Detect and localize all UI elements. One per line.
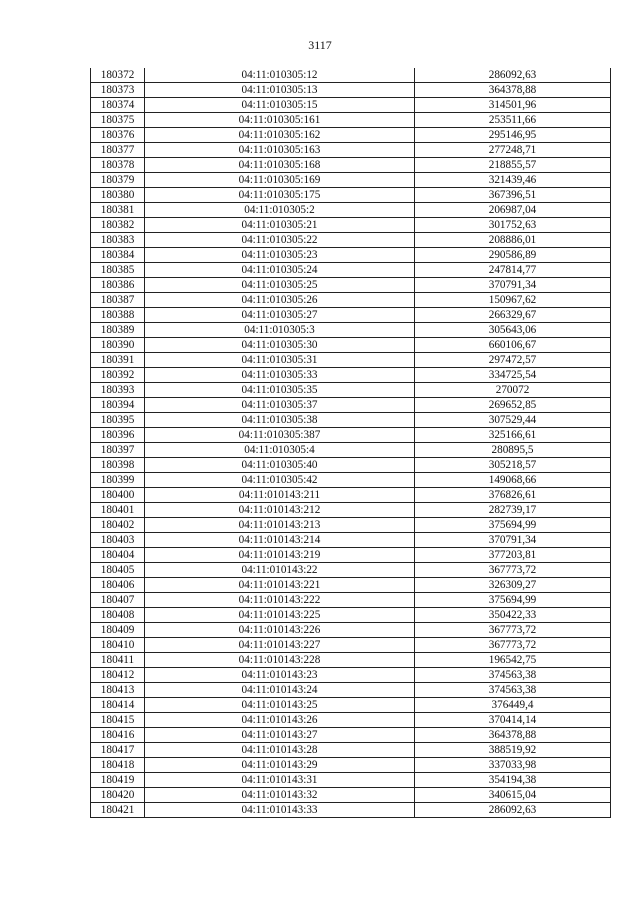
- cadastral-number-cell: 04:11:010143:228: [145, 653, 415, 668]
- cadastral-number-cell: 04:11:010305:38: [145, 413, 415, 428]
- row-number-cell: 180382: [91, 218, 145, 233]
- table-row: [91, 683, 611, 698]
- value-cell: 282739,17: [415, 503, 611, 518]
- cadastral-number-cell: 04:11:010305:23: [145, 248, 415, 263]
- value-cell: 290586,89: [415, 248, 611, 263]
- cadastral-number-cell: 04:11:010305:168: [145, 158, 415, 173]
- table-row: [91, 173, 611, 188]
- value-cell: 375694,99: [415, 593, 611, 608]
- cadastral-number-cell: 04:11:010305:21: [145, 218, 415, 233]
- value-cell: 269652,85: [415, 398, 611, 413]
- table-row: [91, 98, 611, 113]
- page-number: 3117: [308, 38, 332, 52]
- table-body: [91, 68, 611, 818]
- cadastral-number-cell: 04:11:010305:26: [145, 293, 415, 308]
- value-cell: 314501,96: [415, 98, 611, 113]
- table-row: [91, 698, 611, 713]
- row-number-cell: 180411: [91, 653, 145, 668]
- cadastral-number-cell: 04:11:010305:27: [145, 308, 415, 323]
- cadastral-number-cell: 04:11:010305:3: [145, 323, 415, 338]
- value-cell: 364378,88: [415, 728, 611, 743]
- cadastral-number-cell: 04:11:010143:227: [145, 638, 415, 653]
- row-number-cell: 180418: [91, 758, 145, 773]
- row-number-cell: 180413: [91, 683, 145, 698]
- row-number-cell: 180388: [91, 308, 145, 323]
- value-cell: 247814,77: [415, 263, 611, 278]
- value-cell: 270072: [415, 383, 611, 398]
- cadastral-number-cell: 04:11:010305:40: [145, 458, 415, 473]
- table-row: [91, 248, 611, 263]
- row-number-cell: 180386: [91, 278, 145, 293]
- cadastral-number-cell: 04:11:010305:15: [145, 98, 415, 113]
- value-cell: 388519,92: [415, 743, 611, 758]
- row-number-cell: 180406: [91, 578, 145, 593]
- cadastral-number-cell: 04:11:010305:35: [145, 383, 415, 398]
- table-row: [91, 308, 611, 323]
- value-cell: 354194,38: [415, 773, 611, 788]
- table-row: [91, 638, 611, 653]
- cadastral-number-cell: 04:11:010305:22: [145, 233, 415, 248]
- table-row: [91, 758, 611, 773]
- value-cell: 337033,98: [415, 758, 611, 773]
- value-cell: 325166,61: [415, 428, 611, 443]
- value-cell: 307529,44: [415, 413, 611, 428]
- row-number-cell: 180401: [91, 503, 145, 518]
- row-number-cell: 180383: [91, 233, 145, 248]
- cadastral-value-table: [90, 68, 611, 818]
- row-number-cell: 180394: [91, 398, 145, 413]
- value-cell: 277248,71: [415, 143, 611, 158]
- value-cell: 149068,66: [415, 473, 611, 488]
- row-number-cell: 180373: [91, 83, 145, 98]
- cadastral-number-cell: 04:11:010143:212: [145, 503, 415, 518]
- cadastral-number-cell: 04:11:010143:31: [145, 773, 415, 788]
- table-row: [91, 578, 611, 593]
- value-cell: 297472,57: [415, 353, 611, 368]
- cadastral-number-cell: 04:11:010143:213: [145, 518, 415, 533]
- row-number-cell: 180397: [91, 443, 145, 458]
- cadastral-number-cell: 04:11:010143:211: [145, 488, 415, 503]
- table-row: [91, 458, 611, 473]
- cadastral-number-cell: 04:11:010143:221: [145, 578, 415, 593]
- value-cell: 286092,63: [415, 68, 611, 83]
- row-number-cell: 180390: [91, 338, 145, 353]
- table-row: [91, 713, 611, 728]
- value-cell: 367773,72: [415, 638, 611, 653]
- table-row: [91, 278, 611, 293]
- value-cell: 218855,57: [415, 158, 611, 173]
- table-row: [91, 803, 611, 818]
- value-cell: 340615,04: [415, 788, 611, 803]
- table-row: [91, 773, 611, 788]
- row-number-cell: 180403: [91, 533, 145, 548]
- value-cell: 286092,63: [415, 803, 611, 818]
- value-cell: 208886,01: [415, 233, 611, 248]
- value-cell: 150967,62: [415, 293, 611, 308]
- row-number-cell: 180389: [91, 323, 145, 338]
- table-row: [91, 533, 611, 548]
- cadastral-number-cell: 04:11:010305:161: [145, 113, 415, 128]
- cadastral-number-cell: 04:11:010305:387: [145, 428, 415, 443]
- table-row: [91, 668, 611, 683]
- row-number-cell: 180404: [91, 548, 145, 563]
- value-cell: 305218,57: [415, 458, 611, 473]
- value-cell: 377203,81: [415, 548, 611, 563]
- table-row: [91, 68, 611, 83]
- row-number-cell: 180384: [91, 248, 145, 263]
- cadastral-number-cell: 04:11:010305:37: [145, 398, 415, 413]
- value-cell: 376826,61: [415, 488, 611, 503]
- table-row: [91, 488, 611, 503]
- row-number-cell: 180414: [91, 698, 145, 713]
- table-row: [91, 413, 611, 428]
- value-cell: 326309,27: [415, 578, 611, 593]
- table-row: [91, 353, 611, 368]
- row-number-cell: 180392: [91, 368, 145, 383]
- table-row: [91, 563, 611, 578]
- row-number-cell: 180378: [91, 158, 145, 173]
- table-row: [91, 473, 611, 488]
- row-number-cell: 180377: [91, 143, 145, 158]
- row-number-cell: 180396: [91, 428, 145, 443]
- row-number-cell: 180415: [91, 713, 145, 728]
- cadastral-number-cell: 04:11:010143:219: [145, 548, 415, 563]
- cadastral-number-cell: 04:11:010305:33: [145, 368, 415, 383]
- value-cell: 196542,75: [415, 653, 611, 668]
- cadastral-number-cell: 04:11:010143:22: [145, 563, 415, 578]
- table-row: [91, 653, 611, 668]
- cadastral-number-cell: 04:11:010305:163: [145, 143, 415, 158]
- value-cell: 367396,51: [415, 188, 611, 203]
- table-row: [91, 338, 611, 353]
- cadastral-number-cell: 04:11:010305:169: [145, 173, 415, 188]
- table-row: [91, 368, 611, 383]
- cadastral-number-cell: 04:11:010143:28: [145, 743, 415, 758]
- table-row: [91, 743, 611, 758]
- row-number-cell: 180376: [91, 128, 145, 143]
- table-row: [91, 113, 611, 128]
- row-number-cell: 180380: [91, 188, 145, 203]
- table-row: [91, 143, 611, 158]
- row-number-cell: 180372: [91, 68, 145, 83]
- cadastral-number-cell: 04:11:010143:24: [145, 683, 415, 698]
- row-number-cell: 180421: [91, 803, 145, 818]
- cadastral-number-cell: 04:11:010143:226: [145, 623, 415, 638]
- cadastral-number-cell: 04:11:010305:24: [145, 263, 415, 278]
- row-number-cell: 180402: [91, 518, 145, 533]
- cadastral-number-cell: 04:11:010305:13: [145, 83, 415, 98]
- table-row: [91, 293, 611, 308]
- row-number-cell: 180379: [91, 173, 145, 188]
- table-row: [91, 428, 611, 443]
- cadastral-number-cell: 04:11:010305:30: [145, 338, 415, 353]
- value-cell: 301752,63: [415, 218, 611, 233]
- value-cell: 374563,38: [415, 683, 611, 698]
- table-row: [91, 608, 611, 623]
- cadastral-number-cell: 04:11:010305:12: [145, 68, 415, 83]
- value-cell: 370791,34: [415, 278, 611, 293]
- value-cell: 364378,88: [415, 83, 611, 98]
- row-number-cell: 180395: [91, 413, 145, 428]
- cadastral-number-cell: 04:11:010143:25: [145, 698, 415, 713]
- row-number-cell: 180410: [91, 638, 145, 653]
- value-cell: 367773,72: [415, 623, 611, 638]
- row-number-cell: 180400: [91, 488, 145, 503]
- row-number-cell: 180375: [91, 113, 145, 128]
- value-cell: 370414,14: [415, 713, 611, 728]
- value-cell: 305643,06: [415, 323, 611, 338]
- table-row: [91, 503, 611, 518]
- value-cell: 334725,54: [415, 368, 611, 383]
- cadastral-number-cell: 04:11:010305:31: [145, 353, 415, 368]
- value-cell: 370791,34: [415, 533, 611, 548]
- table-row: [91, 623, 611, 638]
- value-cell: 660106,67: [415, 338, 611, 353]
- row-number-cell: 180393: [91, 383, 145, 398]
- value-cell: 374563,38: [415, 668, 611, 683]
- table-row: [91, 323, 611, 338]
- row-number-cell: 180407: [91, 593, 145, 608]
- cadastral-number-cell: 04:11:010143:23: [145, 668, 415, 683]
- value-cell: 367773,72: [415, 563, 611, 578]
- cadastral-number-cell: 04:11:010305:42: [145, 473, 415, 488]
- row-number-cell: 180412: [91, 668, 145, 683]
- value-cell: 321439,46: [415, 173, 611, 188]
- value-cell: 253511,66: [415, 113, 611, 128]
- table-row: [91, 398, 611, 413]
- value-cell: 266329,67: [415, 308, 611, 323]
- cadastral-number-cell: 04:11:010143:26: [145, 713, 415, 728]
- cadastral-number-cell: 04:11:010305:162: [145, 128, 415, 143]
- row-number-cell: 180399: [91, 473, 145, 488]
- value-cell: 280895,5: [415, 443, 611, 458]
- value-cell: 375694,99: [415, 518, 611, 533]
- cadastral-number-cell: 04:11:010143:27: [145, 728, 415, 743]
- table-row: [91, 518, 611, 533]
- table-row: [91, 383, 611, 398]
- cadastral-number-cell: 04:11:010143:222: [145, 593, 415, 608]
- row-number-cell: 180405: [91, 563, 145, 578]
- cadastral-number-cell: 04:11:010143:225: [145, 608, 415, 623]
- value-cell: 350422,33: [415, 608, 611, 623]
- value-cell: 206987,04: [415, 203, 611, 218]
- table-row: [91, 548, 611, 563]
- cadastral-number-cell: 04:11:010143:33: [145, 803, 415, 818]
- table-row: [91, 728, 611, 743]
- table-row: [91, 233, 611, 248]
- table-row: [91, 218, 611, 233]
- value-cell: 376449,4: [415, 698, 611, 713]
- table-row: [91, 263, 611, 278]
- row-number-cell: 180417: [91, 743, 145, 758]
- row-number-cell: 180416: [91, 728, 145, 743]
- row-number-cell: 180391: [91, 353, 145, 368]
- cadastral-number-cell: 04:11:010305:25: [145, 278, 415, 293]
- table-row: [91, 83, 611, 98]
- cadastral-number-cell: 04:11:010305:4: [145, 443, 415, 458]
- table-row: [91, 593, 611, 608]
- row-number-cell: 180381: [91, 203, 145, 218]
- table-row: [91, 443, 611, 458]
- cadastral-number-cell: 04:11:010305:175: [145, 188, 415, 203]
- row-number-cell: 180387: [91, 293, 145, 308]
- cadastral-number-cell: 04:11:010143:214: [145, 533, 415, 548]
- row-number-cell: 180419: [91, 773, 145, 788]
- table-row: [91, 203, 611, 218]
- row-number-cell: 180420: [91, 788, 145, 803]
- row-number-cell: 180374: [91, 98, 145, 113]
- row-number-cell: 180385: [91, 263, 145, 278]
- row-number-cell: 180398: [91, 458, 145, 473]
- table-row: [91, 788, 611, 803]
- table-row: [91, 128, 611, 143]
- value-cell: 295146,95: [415, 128, 611, 143]
- row-number-cell: 180408: [91, 608, 145, 623]
- table-row: [91, 158, 611, 173]
- table-row: [91, 188, 611, 203]
- row-number-cell: 180409: [91, 623, 145, 638]
- cadastral-number-cell: 04:11:010143:32: [145, 788, 415, 803]
- cadastral-number-cell: 04:11:010143:29: [145, 758, 415, 773]
- cadastral-number-cell: 04:11:010305:2: [145, 203, 415, 218]
